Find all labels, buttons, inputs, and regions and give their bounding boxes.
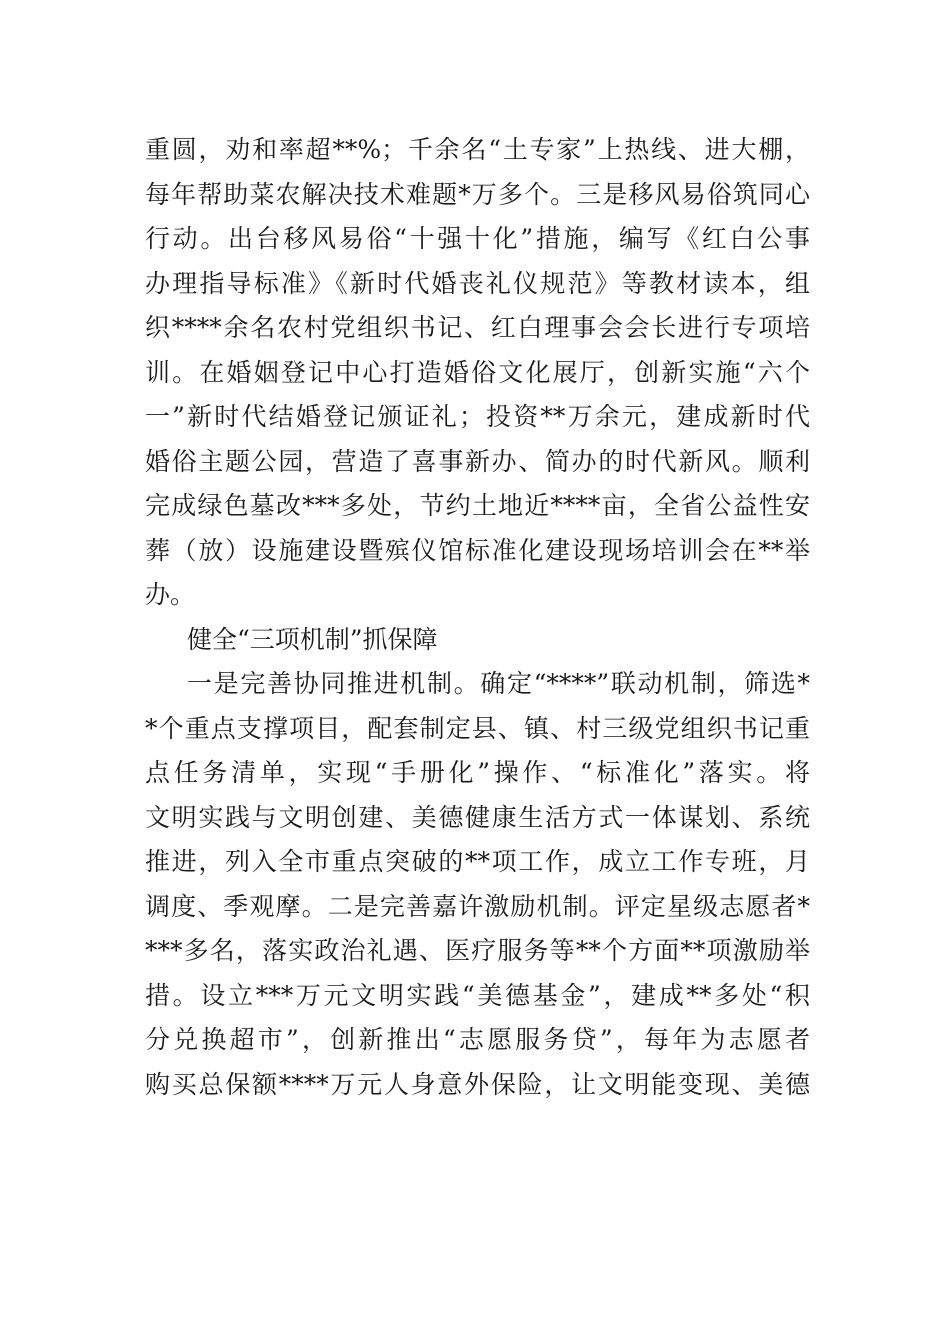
text-line: 调度、季观摩。二是完善嘉许激励机制。评定星级志愿者*	[145, 891, 810, 921]
text-line: *个重点支撑项目，配套制定县、镇、村三级党组织书记重	[145, 713, 810, 743]
text-line: 文明实践与文明创建、美德健康生活方式一体谋划、系统	[145, 802, 810, 832]
text-line: 婚俗主题公园，营造了喜事新办、简办的时代新风。顺利	[145, 446, 810, 476]
text-line: 葬（放）设施建设暨殡仪馆标准化建设现场培训会在**举	[145, 535, 810, 565]
text-line: 推进，列入全市重点突破的**项工作，成立工作专班，月	[145, 847, 810, 876]
text-line: 措。设立***万元文明实践“美德基金”，建成**多处“积	[145, 980, 810, 1010]
text-line: 办理指导标准》《新时代婚丧礼仪规范》等教材读本，组	[145, 268, 810, 298]
text-line: 一”新时代结婚登记颁证礼；投资**万余元，建成新时代	[145, 402, 810, 431]
text-line: 行动。出台移风易俗“十强十化”措施，编写《红白公事	[145, 224, 810, 253]
document-body	[145, 128, 810, 1107]
text-line: 每年帮助菜农解决技术难题*万多个。三是移风易俗筑同心	[145, 179, 810, 209]
text-line: 购买总保额****万元人身意外保险，让文明能变现、美德	[145, 1069, 810, 1099]
text-line: 织****余名农村党组织书记、红白理事会会长进行专项培	[145, 313, 810, 342]
text-line: 训。在婚姻登记中心打造婚俗文化展厅，创新实施“六个	[145, 357, 810, 387]
text-line: 分兑换超市”，创新推出“志愿服务贷”，每年为志愿者	[145, 1025, 810, 1054]
text-line: 重圆，劝和率超**%；千余名“土专家”上热线、进大棚，	[145, 135, 810, 164]
text-line: 一是完善协同推进机制。确定“****”联动机制，筛选*	[187, 669, 810, 698]
section-heading: 健全“三项机制”抓保障	[187, 624, 438, 654]
text-line: 办。	[145, 580, 196, 609]
text-line: ***多名，落实政治礼遇、医疗服务等**个方面**项激励举	[145, 936, 810, 965]
text-line: 点任务清单，实现“手册化”操作、“标准化”落实。将	[145, 758, 810, 787]
text-line: 完成绿色墓改***多处，节约土地近****亩，全省公益性安	[145, 491, 810, 520]
